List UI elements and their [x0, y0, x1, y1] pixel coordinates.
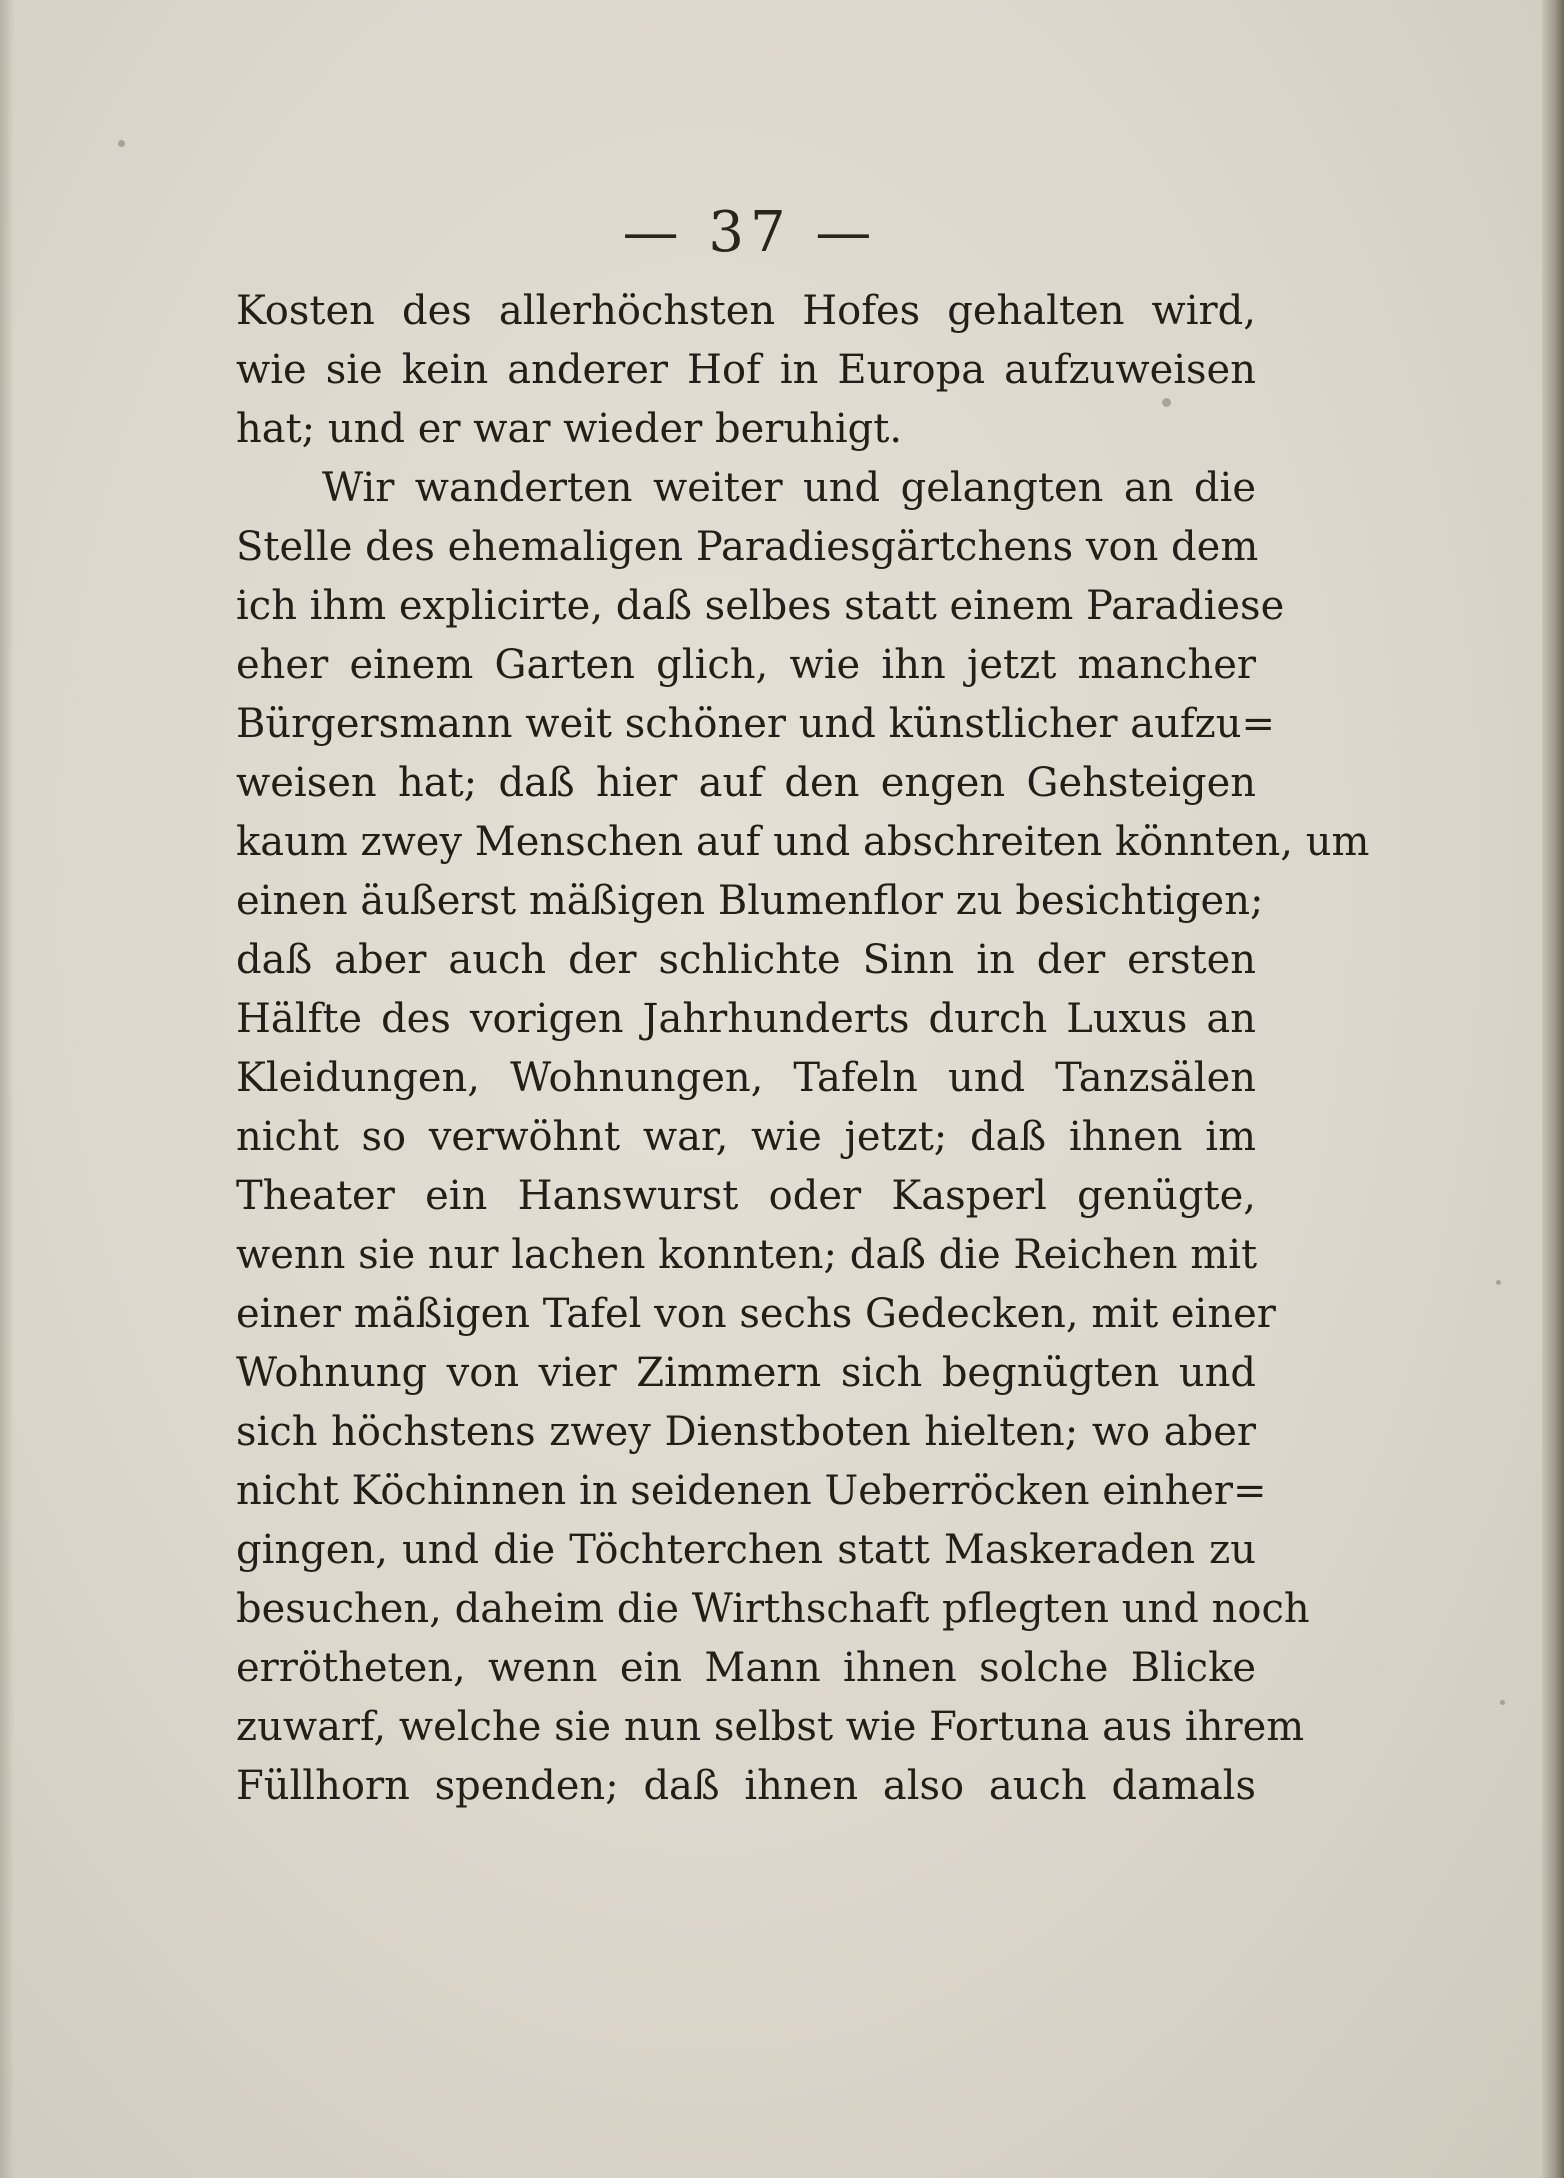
text-line: weisen hat; daß hier auf den engen Gehsteigen	[236, 760, 1256, 806]
text-line: eher einem Garten glich, wie ihn jetzt mancher	[236, 642, 1256, 688]
text-line: einen äußerst mäßigen Blumenflor zu besichtigen;	[236, 878, 1264, 924]
text-line: hat; und er war wieder beruhigt.	[236, 406, 903, 452]
paper-speck	[118, 140, 125, 147]
text-line: Wir wanderten weiter und gelangten an die	[322, 465, 1256, 511]
body-text	[236, 282, 1370, 1816]
text-line: wenn sie nur lachen konnten; daß die Reichen mit	[236, 1232, 1258, 1278]
text-line: Wohnung von vier Zimmern sich begnügten und	[236, 1350, 1256, 1396]
text-line: Kosten des allerhöchsten Hofes gehalten wird,	[236, 288, 1256, 334]
text-line: nicht Köchinnen in seidenen Ueberröcken einher=	[236, 1468, 1267, 1514]
text-line: Füllhorn spenden; daß ihnen also auch damals	[236, 1763, 1256, 1809]
text-line: Bürgersmann weit schöner und künstlicher aufzu=	[236, 701, 1275, 747]
text-line: gingen, und die Töchterchen statt Maskeraden zu	[236, 1527, 1256, 1573]
text-line: wie sie kein anderer Hof in Europa aufzuweisen	[236, 347, 1256, 393]
paper-speck	[1162, 398, 1171, 407]
page-number: — 37 —	[622, 200, 878, 265]
text-line: kaum zwey Menschen auf und abschreiten könnten, um	[236, 819, 1370, 865]
text-line: ich ihm explicirte, daß selbes statt einem Paradiese	[236, 583, 1285, 629]
text-line: zuwarf, welche sie nun selbst wie Fortuna aus ihrem	[236, 1704, 1305, 1750]
text-line: Kleidungen, Wohnungen, Tafeln und Tanzsälen	[236, 1055, 1256, 1101]
text-line: einer mäßigen Tafel von sechs Gedecken, mit einer	[236, 1291, 1276, 1337]
text-line: daß aber auch der schlichte Sinn in der ersten	[236, 937, 1256, 983]
paper-speck	[1496, 1280, 1501, 1285]
text-line: Hälfte des vorigen Jahrhunderts durch Luxus an	[236, 996, 1256, 1042]
page-edge	[1542, 0, 1564, 2178]
paper-speck	[1500, 1700, 1505, 1705]
text-line: nicht so verwöhnt war, wie jetzt; daß ihnen im	[236, 1114, 1256, 1160]
gutter-shadow	[0, 0, 14, 2178]
text-line: Theater ein Hanswurst oder Kasperl genügte,	[236, 1173, 1256, 1219]
text-line: errötheten, wenn ein Mann ihnen solche Blicke	[236, 1645, 1256, 1691]
text-line: Stelle des ehemaligen Paradiesgärtchens von dem	[236, 524, 1259, 570]
text-line: sich höchstens zwey Dienstboten hielten; wo aber	[236, 1409, 1256, 1455]
text-line: besuchen, daheim die Wirthschaft pflegten und noch	[236, 1586, 1310, 1632]
